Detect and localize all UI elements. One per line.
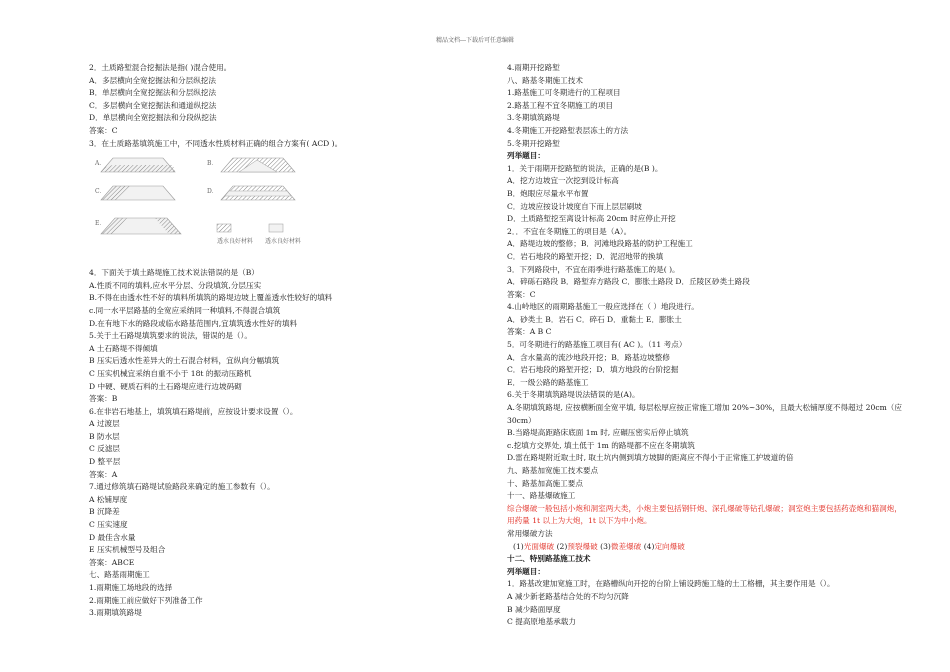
section-heading-9: 九、路基加宽施工技术要点: [507, 466, 599, 475]
method-presplit-blasting: 预裂爆破: [567, 541, 598, 551]
option-e: E 压实机械型号及组合: [89, 545, 166, 555]
option-b: B．炮眼应尽量水平布置: [507, 188, 589, 198]
list-item: 2.雨期施工前应做好下列准备工作: [89, 595, 203, 605]
option-d: D 整平层: [89, 457, 121, 467]
question-6: 6.在非岩石地基上，填筑填石路堤前，应按设计要求设置（）。: [89, 406, 298, 416]
options-ab: A．路堤边坡的整修；B．河滩地段路基的防护工程施工: [507, 239, 693, 249]
figure-label-b: B．: [207, 160, 218, 168]
method-directional-blasting: 定向爆破: [654, 541, 685, 551]
section-heading-7: 七、路基雨期施工: [89, 570, 150, 580]
option-d: D 中硬、硬质石料的土石路堤应进行边坡码砌: [89, 381, 242, 391]
option-b: B．单层横向全宽挖掘法和分层纵挖法: [89, 88, 217, 98]
right-column: [507, 62, 902, 629]
figure-label-d: D．: [207, 188, 218, 196]
option-c: C 提高原地基承载力: [507, 617, 576, 627]
list-item: 1.雨期施工场地段的选择: [89, 583, 173, 592]
question-1: 1．关于雨期开挖路堑的说法，正确的是(B )。: [507, 163, 663, 173]
option-c: C 压实速度: [89, 520, 128, 530]
option-b: B.当路堤高距路床底面 1m 时, 应碾压密实后停止填筑: [507, 428, 689, 438]
options-cd: C．岩石地段的路堑开挖；D．填方地段的台阶挖掘: [507, 365, 679, 375]
option-a: A.性质不同的填料,应水平分层、分段填筑,分层压实: [89, 280, 262, 290]
question-6: 6.关于冬期填筑路堤说法错误的是(A)。: [507, 390, 640, 400]
method-number: (4): [643, 541, 655, 551]
list-item: 4.雨期开挖路堑: [507, 63, 560, 72]
option-c: C．多层横向全宽挖掘法和通道纵挖法: [89, 100, 217, 110]
figure-legend-1: 透水良好材料: [217, 238, 254, 246]
question-5: 5.关于土石路堤填筑要求的说法，错误的是（）。: [89, 331, 252, 341]
answer: 答案：A B C: [507, 327, 552, 337]
figure-label-a: A．: [95, 160, 106, 168]
option-d: D 最佳含水量: [89, 532, 136, 542]
list-item: 4.冬期施工开挖路堑表层冻土的方法: [507, 125, 629, 135]
question-7: 7.通过修筑填石路堤试验路段来确定的施工参数有（）。: [89, 482, 275, 492]
option-b: B 沉降差: [89, 507, 120, 517]
option-d: D.雷在路堤附近取土时, 取土坑内侧到填方坡脚的距离应不得小于正常施工护坡道的倍: [507, 453, 794, 463]
answer: 答案：A: [89, 469, 118, 479]
list-item: 3.雨期填筑路堤: [89, 608, 142, 618]
figure-label-c: C．: [95, 188, 106, 196]
options-ab: A．含水量高的流沙地段开挖；B．路基边坡整修: [507, 352, 670, 362]
page-header: 精品文档---下载后可任意编辑: [435, 37, 515, 44]
section-heading-10: 十、路基加高施工要点: [507, 478, 583, 488]
option-e: E．一级公路的路基施工: [507, 377, 589, 387]
option-d: D.在有地下水的路段或临水路基范围内,宜填筑透水性好的填料: [89, 318, 298, 328]
question-1: 1．路基改建加宽施工时，在路槽纵向开挖的台阶上铺设跨施工缝的土工格栅，其主要作用是（）。: [507, 579, 835, 589]
section-heading-12: 十二、特别路基施工技术: [507, 554, 591, 564]
method-number: (1): [513, 541, 524, 551]
embankment-combination-figure: [93, 154, 323, 264]
option-b: B 防水层: [89, 431, 120, 441]
method-millisecond-blasting: 微差爆破: [610, 541, 642, 551]
option-a: A．挖方边坡宜一次挖到设计标高: [507, 176, 619, 186]
list-item: 3.冬期填筑路堤: [507, 113, 560, 123]
question-4: 4.山岭地区的雨期路基施工一般应选择在（ ）地段进行。: [507, 302, 699, 312]
blasting-description: 综合爆破一般包括小炮和洞室两大类，小炮主要包括钢钎炮、深孔爆破等钻孔爆破；洞室炮主要包括药壶炮和猫洞炮，用药量 1t 以上为大炮，1t 以下为中小炮。: [507, 503, 902, 526]
section-heading-11: 十一、路基爆破施工: [507, 491, 576, 501]
list-item: 5.冬期开挖路堑: [507, 138, 560, 148]
section-heading-8: 八、路基冬期施工技术: [507, 75, 583, 85]
option-c: C．边坡应按设计坡度自下而上层层刷坡: [507, 201, 642, 211]
example-questions-heading: 列举题目：: [507, 151, 545, 161]
option-a: A 过渡层: [89, 419, 120, 429]
question-3: 3．在土质路基填筑施工中，不同透水性质材料正确的组合方案有( ACD )。: [89, 138, 343, 148]
question-2: 2．．不宜在冬期施工的项目是（A）。: [507, 226, 632, 236]
answer: 答案：C: [89, 125, 118, 135]
blasting-methods-heading: 常用爆破方法: [507, 528, 553, 538]
method-number: (3): [600, 541, 611, 551]
question-3: 3．下列路段中，不宜在雨季进行路基施工的是( )。: [507, 264, 680, 274]
answer: 答案：B: [89, 394, 118, 404]
question-4: 4．下面关于填土路堤施工技术说法错误的是（B）: [89, 268, 259, 278]
option-a: A 减少新老路基结合处的不均匀沉降: [507, 591, 629, 601]
figure-label-e: E．: [95, 220, 106, 228]
list-item: 2.路基工程不宜冬期施工的项目: [507, 100, 613, 110]
answer: 答案：C: [507, 289, 536, 299]
option-d: D．土质路堑挖至离设计标高 20cm 时应停止开挖: [507, 214, 676, 224]
option-d: D．单层横向全宽挖掘法和分段纵挖法: [89, 113, 217, 123]
option-c: c.挖填方交界处, 填土低于 1m 的路堤都不应在冬期填筑: [507, 440, 695, 450]
example-questions-heading: 列举题目：: [507, 566, 545, 576]
option-a: A 土石路堤不得倾填: [89, 343, 158, 353]
answer: 答案：ABCE: [89, 557, 135, 567]
blasting-methods-list: [507, 541, 902, 554]
option-b: B 压实后透水性差异大的土石混合材料，宜纵向分幅填筑: [89, 356, 280, 366]
list-item: 1.路基施工可冬期进行的工程项目: [507, 88, 621, 98]
method-smooth-blasting: 光面爆破: [523, 541, 555, 551]
option-c: C 反滤层: [89, 444, 121, 454]
option-b: B.不得在由透水性不好的填料所填筑的路堤边坡上覆盖透水性较好的填料: [89, 293, 333, 303]
left-column: [89, 62, 469, 620]
option-a: A.冬期填筑路堤, 应按横断面全宽平填, 每层松厚应按正常施工增加 20%~30%，且最大松铺厚度不得超过 20cm（应 30cm）: [507, 403, 902, 425]
option-c: c.同一水平层路基的全宽应采纳同一种填料,不得混合填筑: [89, 305, 281, 315]
option-a: A．多层横向全宽挖掘法和分层纵挖法: [89, 75, 216, 85]
option-c: C 压实机械宜采纳自重不小于 18t 的振动压路机: [89, 368, 252, 378]
question-2: 2．土质路堑混合挖掘法是指( )混合使用。: [89, 63, 232, 72]
options-abcd: A．碎砾石路段 B．路堑弃方路段 C．膨胀土路段 D．丘陵区砂类土路段: [507, 277, 750, 287]
options-abcde: A．砂类土 B．岩石 C．碎石 D．重黏土 E．膨胀土: [507, 314, 682, 324]
option-b: B 减少路面厚度: [507, 604, 561, 614]
method-number: (2): [556, 541, 568, 551]
figure-legend-2: 透水良好材料: [265, 238, 302, 246]
option-a: A 松铺厚度: [89, 494, 128, 504]
question-5: 5．可冬期进行的路基施工项目有( AC )。（11 考点）: [507, 340, 687, 350]
options-cd: C．岩石地段的路堑开挖；D．泥沼地带的换填: [507, 251, 664, 261]
